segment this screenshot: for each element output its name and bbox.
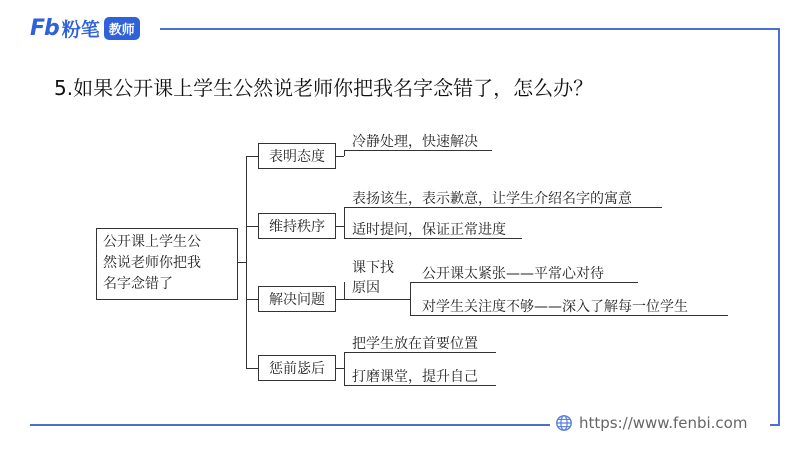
sub-line-2: 原因 xyxy=(352,280,380,296)
sub-node xyxy=(352,258,394,298)
connector xyxy=(344,352,345,385)
leaf-underline xyxy=(410,282,638,283)
branch-node xyxy=(258,286,336,312)
connector xyxy=(238,262,246,263)
connector xyxy=(246,226,258,227)
leaf-text: 把学生放在首要位置 xyxy=(352,336,478,352)
connector xyxy=(336,226,344,227)
globe-icon xyxy=(555,414,573,432)
frame-top-line xyxy=(160,28,780,30)
sub-underline xyxy=(344,299,410,300)
leaf-text: 表扬该生，表示歉意，让学生介绍名字的寓意 xyxy=(352,191,632,207)
frame-right-line xyxy=(778,28,780,424)
leaf-text: 冷静处理，快速解决 xyxy=(352,134,478,150)
sub-line-1: 课下找 xyxy=(352,260,394,276)
frame-bottom-line-end xyxy=(770,424,780,426)
connector xyxy=(344,282,345,299)
leaf-underline xyxy=(344,207,662,208)
root-line-3: 名字念错了 xyxy=(103,276,173,292)
connector xyxy=(246,156,258,157)
logo-tag: 教师 xyxy=(104,17,140,40)
root-line-1: 公开课上学生公 xyxy=(103,234,201,250)
branch-label: 惩前毖后 xyxy=(269,361,325,377)
leaf-underline xyxy=(344,385,496,386)
leaf-text: 公开课太紧张——平常心对待 xyxy=(422,266,604,282)
connector xyxy=(246,368,258,369)
branch-label: 维持秩序 xyxy=(269,219,325,235)
footer-url-text: https://www.fenbi.com xyxy=(579,414,748,432)
fenbi-logo xyxy=(30,14,140,42)
branch-label: 解决问题 xyxy=(269,292,325,308)
connector xyxy=(336,368,344,369)
logo-brand: 粉笔 xyxy=(61,18,100,41)
connector xyxy=(410,282,411,315)
leaf-underline xyxy=(410,315,728,316)
frame-bottom-line xyxy=(30,424,550,426)
root-node xyxy=(96,228,238,300)
connector xyxy=(336,156,344,157)
leaf-underline xyxy=(344,352,496,353)
branch-label: 表明态度 xyxy=(269,149,325,165)
branch-node xyxy=(258,143,336,169)
footer-url xyxy=(555,414,747,432)
leaf-underline xyxy=(344,150,492,151)
connector xyxy=(344,207,345,238)
leaf-underline xyxy=(344,238,522,239)
branch-node xyxy=(258,213,336,239)
question-title: 5.如果公开课上学生公然说老师你把我名字念错了，怎么办？ xyxy=(54,76,594,100)
root-line-2: 然说老师你把我 xyxy=(103,255,201,271)
leaf-text: 对学生关注度不够——深入了解每一位学生 xyxy=(422,299,688,315)
connector xyxy=(246,299,258,300)
leaf-text: 打磨课堂，提升自己 xyxy=(352,369,478,385)
connector xyxy=(246,156,247,368)
leaf-text: 适时提问，保证正常进度 xyxy=(352,222,506,238)
connector xyxy=(336,299,344,300)
logo-mark: Fb xyxy=(30,15,59,41)
branch-node xyxy=(258,355,336,381)
